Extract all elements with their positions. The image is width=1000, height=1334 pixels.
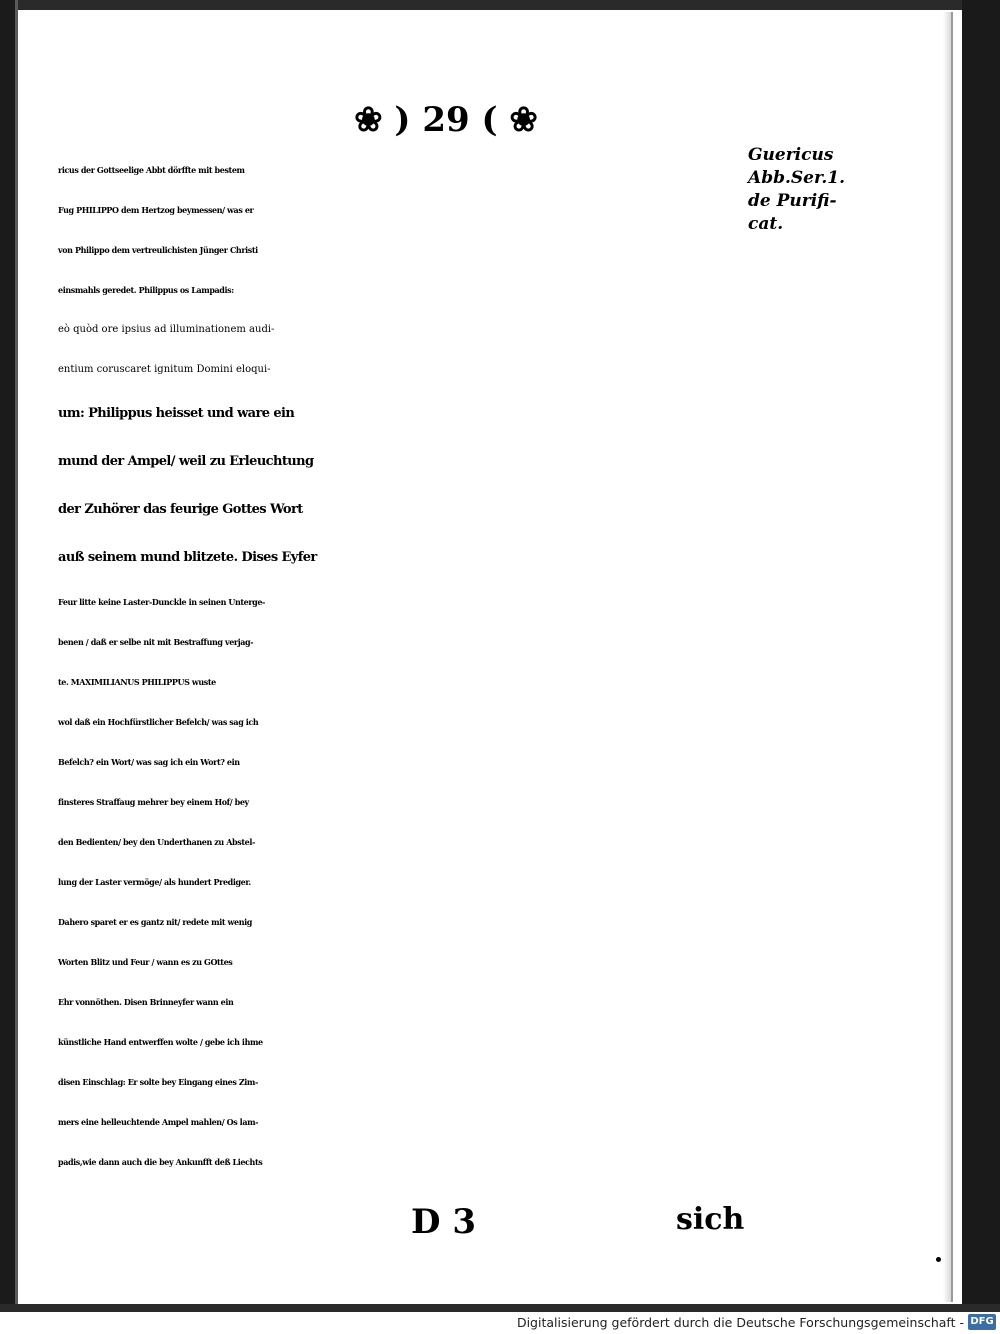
scan-bottom-edge: [0, 1304, 1000, 1312]
text-line: Dahero sparet er es gantz nit/ redete mit wenig: [58, 917, 252, 927]
text-line: ricus der Gottseelige Abbt dörffte mit bestem: [58, 165, 245, 175]
text-line: um: Philippus heisset und ware ein: [58, 406, 295, 421]
margin-note-line: de Purifi-: [748, 191, 837, 211]
text-line: Befelch? ein Wort/ was sag ich ein Wort? ein: [58, 757, 240, 767]
book-page: [26, 12, 953, 1302]
text-line: mers eine helleuchtende Ampel mahlen/ Os lam-: [58, 1117, 259, 1127]
scan-top-edge: [0, 0, 1000, 10]
catchword: sich: [676, 1202, 745, 1237]
text-line: wol daß ein Hochfürstlicher Befelch/ was sag ich: [58, 717, 259, 727]
margin-note-line: Abb.Ser.1.: [748, 168, 846, 188]
page-fold-shadow: [943, 12, 951, 1302]
text-line: te. MAXIMILIANUS PHILIPPUS wuste: [58, 677, 216, 687]
text-line: benen / daß er selbe nit mit Bestraffung verjag-: [58, 637, 254, 647]
ink-speck: [936, 1257, 941, 1262]
page-number-header: ❀ ) 29 ( ❀: [354, 100, 538, 140]
digitization-footer: [0, 1312, 1000, 1334]
text-line: den Bedienten/ bey den Underthanen zu Abstel-: [58, 837, 255, 847]
margin-note-line: Guericus: [748, 145, 834, 165]
text-line: Feur litte keine Laster-Dunckle in seinen Unterge-: [58, 597, 265, 607]
signature-mark: D 3: [411, 1202, 476, 1242]
text-line: einsmahls geredet. Philippus os Lampadis:: [58, 285, 234, 295]
margin-note-line: cat.: [748, 214, 784, 234]
scan-left-edge: [0, 0, 18, 1312]
footer-credit-text: Digitalisierung gefördert durch die Deutsche Forschungsgemeinschaft -: [516, 1315, 964, 1330]
text-line: der Zuhörer das feurige Gottes Wort: [58, 502, 303, 517]
text-line: entium coruscaret ignitum Domini eloqui-: [58, 364, 271, 375]
text-line: Worten Blitz und Feur / wann es zu GOttes: [58, 957, 233, 967]
text-line: Ehr vonnöthen. Disen Brinneyfer wann ein: [58, 997, 234, 1007]
text-line: disen Einschlag: Er solte bey Eingang eines Zim-: [58, 1077, 258, 1087]
text-line: von Philippo dem vertreulichisten Jünger Christi: [58, 245, 258, 255]
text-line: künstliche Hand entwerffen wolte / gebe ich ihme: [58, 1037, 263, 1047]
text-line: Fug PHILIPPO dem Hertzog beymessen/ was er: [58, 205, 254, 215]
body-text: [58, 150, 768, 1182]
text-line: mund der Ampel/ weil zu Erleuchtung: [58, 454, 314, 469]
text-line: eò quòd ore ipsius ad illuminationem audi-: [58, 324, 275, 335]
dfg-logo-icon: DFG: [968, 1314, 996, 1330]
scan-right-edge: [962, 0, 1000, 1312]
text-line: lung der Laster vermöge/ als hundert Prediger.: [58, 877, 251, 887]
text-line: finsteres Straffaug mehrer bey einem Hof/ bey: [58, 797, 249, 807]
text-line: padis,wie dann auch die bey Ankunfft deß Liechts: [58, 1157, 263, 1167]
text-line: auß seinem mund blitzete. Dises Eyfer: [58, 550, 317, 565]
